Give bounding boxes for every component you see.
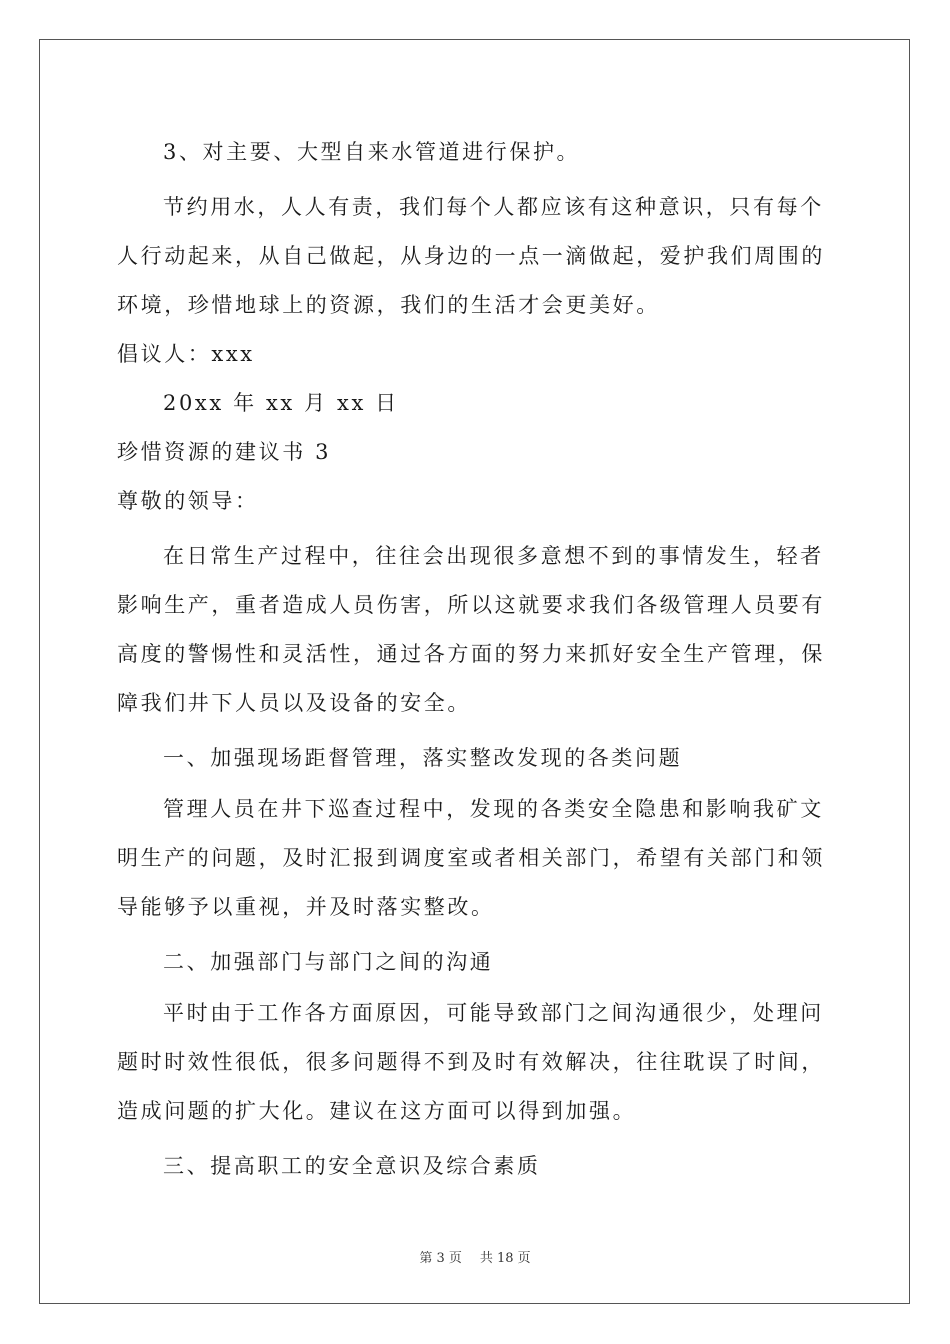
paragraph-line: 造成问题的扩大化。建议在这方面可以得到加强。 — [117, 1099, 637, 1123]
paragraph-line: 题时时效性很低，很多问题得不到及时有效解决，往往耽误了时间， — [117, 1050, 825, 1074]
date-line: 20xx 年 xx 月 xx 日 — [163, 391, 399, 415]
page-footer — [0, 1247, 950, 1266]
page-number: 第 3 页 — [419, 1251, 462, 1266]
paragraph-line: 节约用水，人人有责，我们每个人都应该有这种意识，只有每个 — [163, 195, 824, 219]
paragraph-line: 明生产的问题，及时汇报到调度室或者相关部门，希望有关部门和领 — [117, 846, 825, 870]
document-body — [117, 128, 837, 1191]
paragraph-line: 环境，珍惜地球上的资源，我们的生活才会更美好。 — [117, 293, 660, 317]
signature-line: 倡议人：xxx — [117, 342, 255, 366]
paragraph-line: 平时由于工作各方面原因，可能导致部门之间沟通很少，处理问 — [163, 1001, 824, 1025]
paragraph-line: 人行动起来，从自己做起，从身边的一点一滴做起，爱护我们周围的 — [117, 244, 825, 268]
section-title: 珍惜资源的建议书 3 — [117, 440, 332, 464]
paragraph-line: 导能够予以重视，并及时落实整改。 — [117, 895, 495, 919]
paragraph-line: 高度的警惕性和灵活性，通过各方面的努力来抓好安全生产管理，保 — [117, 642, 825, 666]
paragraph-line: 3、对主要、大型自来水管道进行保护。 — [163, 140, 581, 164]
paragraph-line: 影响生产，重者造成人员伤害，所以这就要求我们各级管理人员要有 — [117, 593, 825, 617]
section-heading: 二、加强部门与部门之间的沟通 — [163, 950, 494, 974]
section-heading: 三、提高职工的安全意识及综合素质 — [163, 1154, 541, 1178]
salutation: 尊敬的领导： — [117, 489, 259, 513]
paragraph-line: 管理人员在井下巡查过程中，发现的各类安全隐患和影响我矿文 — [163, 797, 824, 821]
paragraph-line: 障我们井下人员以及设备的安全。 — [117, 691, 471, 715]
page-total: 共 18 页 — [479, 1251, 531, 1266]
section-heading: 一、加强现场距督管理，落实整改发现的各类问题 — [163, 746, 683, 770]
paragraph-line: 在日常生产过程中，往往会出现很多意想不到的事情发生，轻者 — [163, 544, 824, 568]
